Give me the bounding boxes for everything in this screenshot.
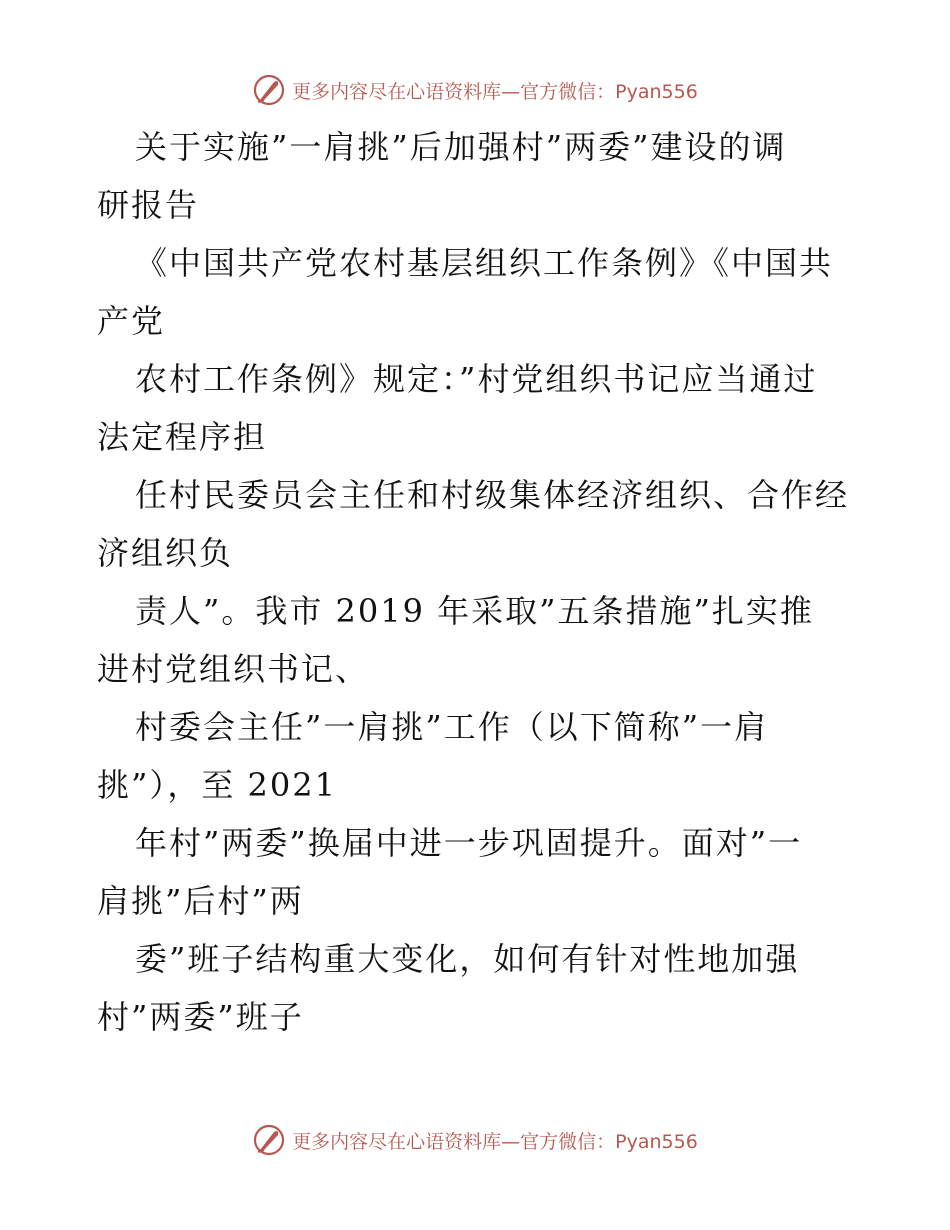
- header-banner-text: 更多内容尽在心语资料库—官方微信：Pyan556: [292, 80, 698, 103]
- text-line: 挑”），至 2021: [97, 766, 337, 804]
- text-line: 责人”。我市 2019 年采取”五条措施”扎实推: [135, 592, 814, 630]
- text-line: 农村工作条例》规定：”村党组织书记应当通过: [135, 360, 818, 398]
- text-line: 法定程序担: [97, 418, 268, 456]
- text-line: 委”班子结构重大变化，如何有针对性地加强: [135, 940, 800, 978]
- text-line: 任村民委员会主任和村级集体经济组织、合作经: [135, 476, 850, 514]
- feather-pen-circle-icon: [252, 73, 286, 107]
- text-line: 村”两委”班子: [97, 998, 304, 1036]
- footer-banner-text: 更多内容尽在心语资料库—官方微信：Pyan556: [292, 1130, 698, 1153]
- text-line: 产党: [97, 302, 166, 340]
- text-line: 研报告: [97, 186, 200, 224]
- header-banner: [0, 70, 950, 110]
- text-line: 济组织负: [97, 534, 234, 572]
- text-line: 《中国共产党农村基层组织工作条例》《中国共: [135, 244, 834, 282]
- footer-banner: [0, 1120, 950, 1160]
- document-body: [97, 118, 857, 1046]
- text-line: 肩挑”后村”两: [97, 882, 304, 920]
- text-line: 年村”两委”换届中进一步巩固提升。面对”一: [135, 824, 803, 862]
- feather-pen-circle-icon: [252, 1123, 286, 1157]
- text-line: 村委会主任”一肩挑”工作（以下简称”一肩: [135, 708, 769, 746]
- text-line: 进村党组织书记、: [97, 650, 370, 688]
- text-line: 关于实施”一肩挑”后加强村”两委”建设的调: [135, 128, 787, 166]
